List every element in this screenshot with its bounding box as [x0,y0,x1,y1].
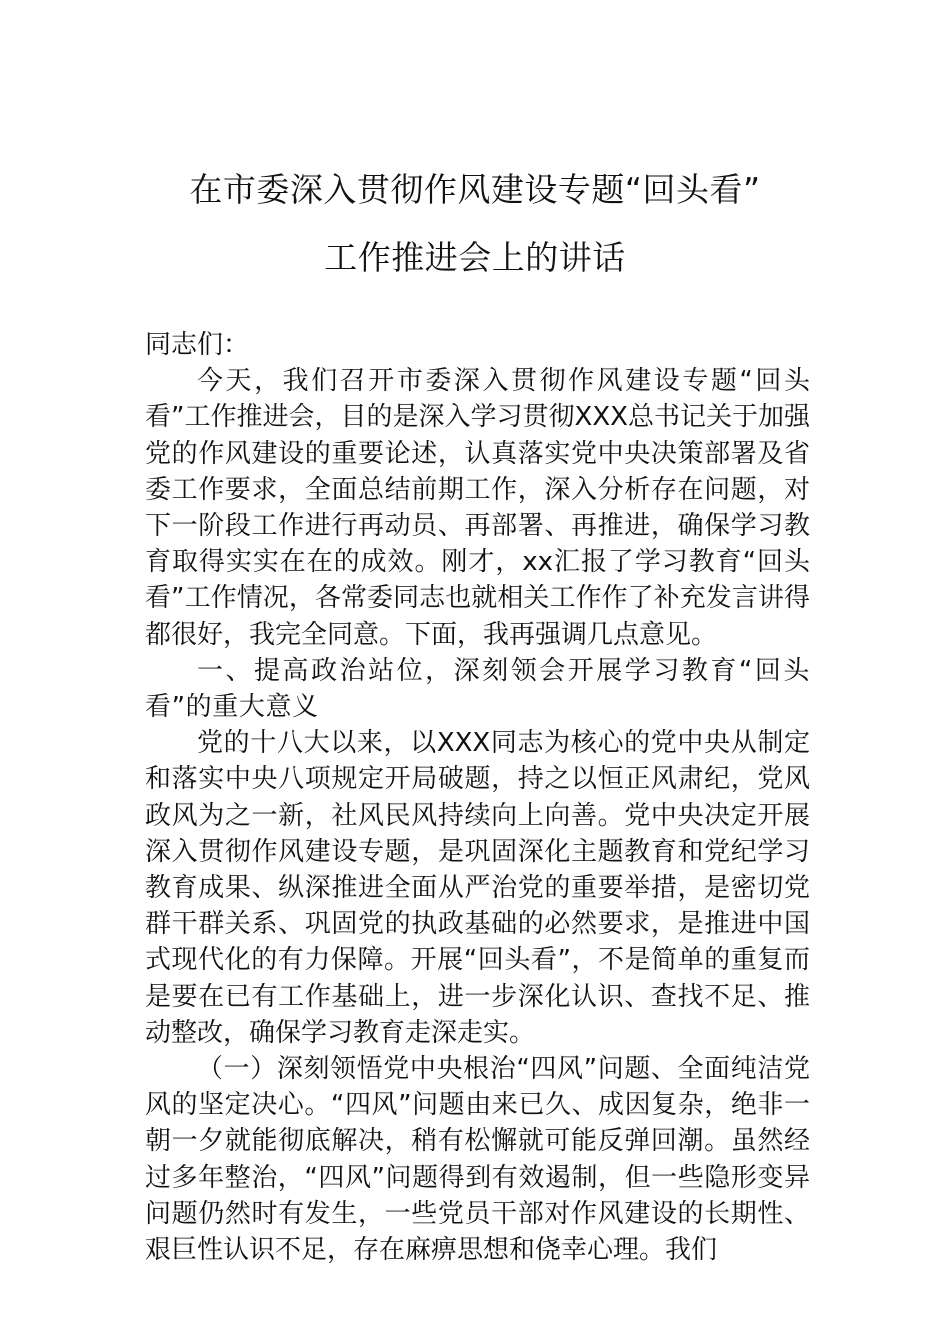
salutation: 同志们： [145,330,250,360]
paragraph-section-1: 党的十八大以来，以XXX同志为核心的党中央从制定和落实中央八项规定开局破题，持之以恒正风肃纪，党风政风为之一新，社风民风持续向上向善。党中央决定开展深入贯彻作风建设专题，是巩固深化主题教育和党纪学习教育成果、纵深推进全面从严治党的重要举措，是密切党群干群关系、巩固党的执政基础的必然要求，是推进中国式现代化的有力保障。开展“回头看”，不是简单的重复而是要在已有工作基础上，进一步深化认识、查找不足、推动整改，确保学习教育走深走实。 [145,728,810,1048]
paragraph-intro: 今天，我们召开市委深入贯彻作风建设专题“回头看”工作推进会，目的是深入学习贯彻XXX总书记关于加强党的作风建设的重要论述，认真落实党中央决策部署及省委工作要求，全面总结前期工作，深入分析存在问题，对下一阶段工作进行再动员、再部署、再推进，确保学习教育取得实实在在的成效。刚才，xx汇报了学习教育“回头看”工作情况，各常委同志也就相关工作作了补充发言讲得都很好，我完全同意。下面，我再强调几点意见。 [145,366,810,650]
document-title-line-1: 在市委深入贯彻作风建设专题“回头看” [189,170,761,209]
section-heading-1: 一、提高政治站位，深刻领会开展学习教育“回头看”的重大意义 [145,655,810,723]
document-body [145,327,810,1268]
paragraph-subsection-1: （一）深刻领悟党中央根治“四风”问题、全面纯洁党风的坚定决心。“四风”问题由来已久、成因复杂，绝非一朝一夕就能彻底解决，稍有松懈就可能反弹回潮。虽然经过多年整治，“四风”问题得到有效遏制，但一些隐形变异问题仍然时有发生，一些党员干部对作风建设的长期性、艰巨性认识不足，存在麻痹思想和侥幸心理。我们 [145,1054,810,1266]
document-title-line-2: 工作推进会上的讲话 [324,238,626,277]
